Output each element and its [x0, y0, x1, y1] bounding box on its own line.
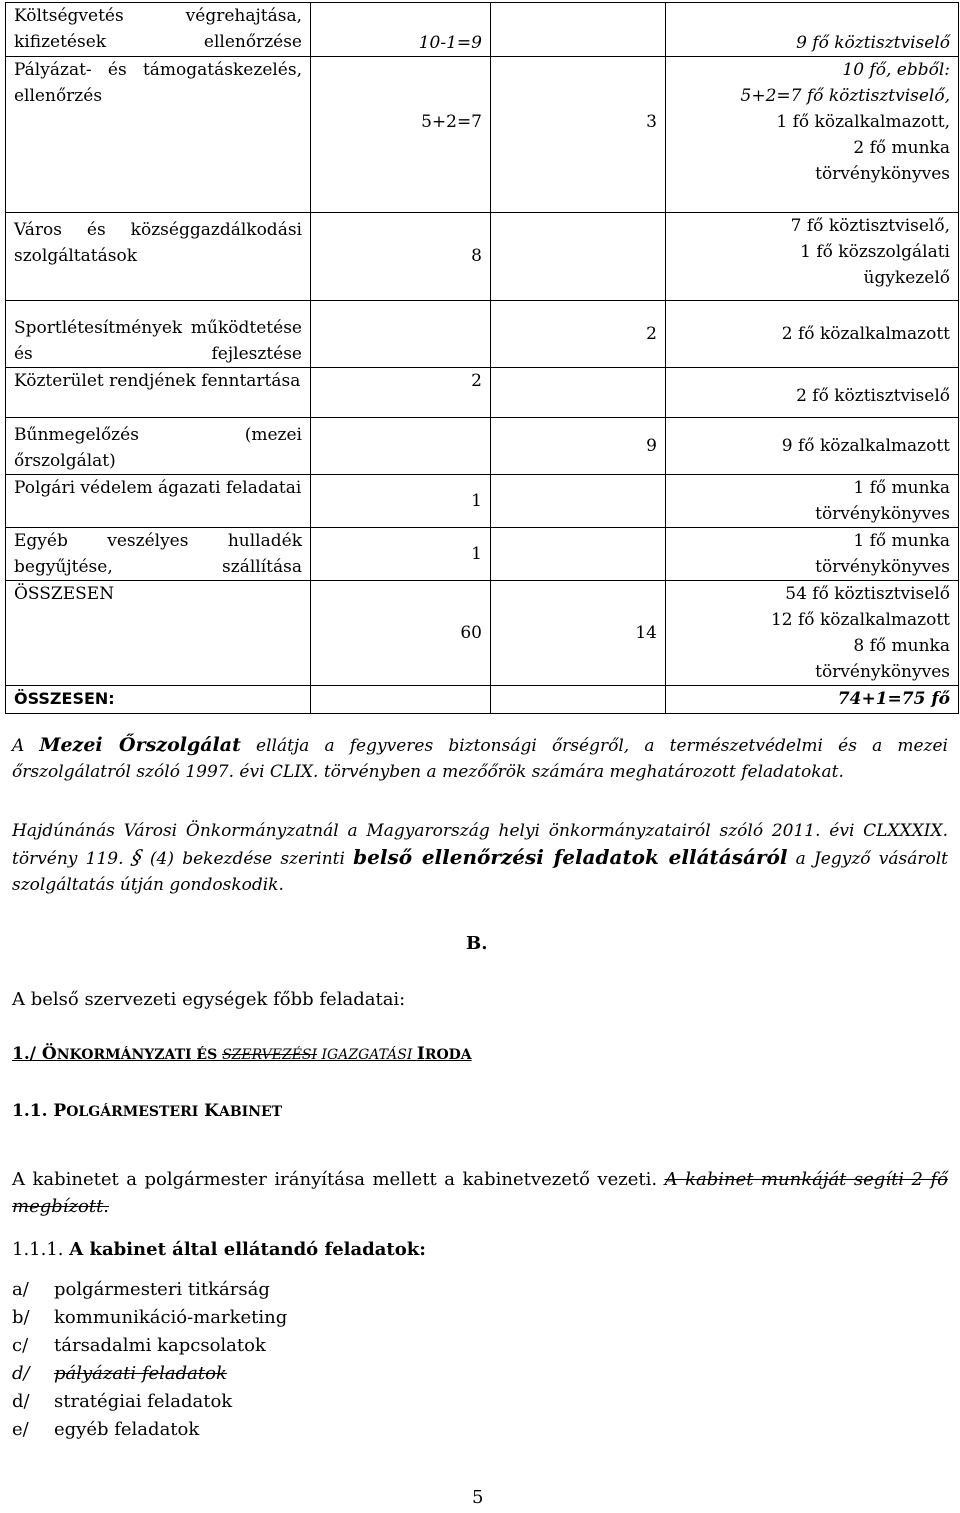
table-value: törvénykönyves	[815, 662, 950, 682]
table-value: 1 fő munka	[853, 478, 950, 498]
table-value: 8	[471, 246, 482, 266]
table-cell	[666, 213, 959, 301]
table-value: 9 fő közalkalmazott	[781, 436, 950, 456]
page-number: 5	[472, 1487, 484, 1508]
table-row	[6, 3, 959, 57]
table-cell	[311, 301, 491, 368]
text: a Jegyző vásárolt szolgáltatás útján gondoskodik.	[12, 849, 948, 895]
table-cell	[666, 57, 959, 213]
table-value: 9 fő köztisztviselő	[796, 33, 950, 53]
table-value: 1 fő közalkalmazott,	[776, 112, 950, 132]
table-row	[6, 686, 959, 714]
table-value: 2 fő köztisztviselő	[796, 386, 950, 406]
table-value: 2	[646, 324, 657, 344]
table-value: 9	[646, 436, 657, 456]
table-row	[6, 528, 959, 581]
table-cell: Város és községgazdálkodási szolgáltatások	[6, 213, 311, 301]
table-value: 7 fő köztisztviselő,	[790, 216, 950, 236]
table-total: 74+1=75 fő	[837, 689, 950, 709]
table-row	[6, 418, 959, 475]
table-row	[6, 475, 959, 528]
table-cell	[491, 686, 666, 714]
table-cell	[311, 475, 491, 528]
heading-text	[12, 1044, 472, 1064]
text-struck: A kabinet munkáját segíti 2 fő megbízott.	[12, 1169, 948, 1217]
heading-small: ÉS	[191, 1047, 223, 1063]
table-value: 10-1=9	[418, 33, 482, 53]
table-cell	[311, 686, 491, 714]
intro-text: A belső szervezeti egységek főbb feladatai:	[12, 989, 406, 1010]
heading-num: 1./	[12, 1044, 42, 1064]
table-cell	[311, 368, 491, 418]
paragraph-belso-ellenorzes	[12, 818, 948, 898]
text: A kabinetet a polgármester irányítása mellett a kabinetvezető vezeti.	[12, 1169, 665, 1190]
text: Hajdúnánás Városi Önkormányzatnál a Magyarország helyi önkormányzatairól szóló 2011. évi CLXXXIX. törvény 119.	[12, 821, 948, 869]
table-row	[6, 301, 959, 368]
list-key: a/	[12, 1279, 29, 1300]
list-key: e/	[12, 1419, 29, 1440]
table-value: ügykezelő	[863, 268, 950, 288]
list-text: társadalmi kapcsolatok	[54, 1335, 266, 1356]
table-cell	[311, 418, 491, 475]
table-cell: ÖSSZESEN:	[6, 686, 311, 714]
table-value: 14	[635, 623, 657, 643]
paragraph-kabinet	[12, 1166, 948, 1220]
text: A	[12, 736, 40, 756]
table-cell	[491, 475, 666, 528]
heading-cap: K	[198, 1101, 219, 1121]
table-cell: Egyéb veszélyes hulladék begyűjtése, szállítása	[6, 528, 311, 581]
table-cell	[666, 368, 959, 418]
text: ellátja a fegyveres biztonsági őrségről, a természetvédelmi és a mezei őrszolgálatról szóló 1997. évi CLIX. törvényben a mezőőrök számára meghatározott feladatokat.	[12, 736, 948, 782]
table-cell	[491, 213, 666, 301]
list-text: kommunikáció-marketing	[54, 1307, 288, 1328]
list-text: polgármesteri titkárság	[54, 1279, 270, 1300]
table-value: 54 fő köztisztviselő	[785, 584, 950, 604]
list-key: c/	[12, 1335, 29, 1356]
task-list	[12, 1276, 287, 1444]
list-text: egyéb feladatok	[54, 1419, 200, 1440]
table-cell	[491, 57, 666, 213]
table-value: 5+2=7	[421, 112, 482, 132]
heading-small: RODA	[424, 1047, 472, 1063]
table-row	[6, 57, 959, 213]
heading-onkormanyzati-iroda	[12, 1044, 472, 1064]
table-cell	[311, 581, 491, 686]
heading-num: 1.1.1.	[12, 1239, 70, 1260]
list-key: d/	[12, 1391, 30, 1412]
table-value: 12 fő közalkalmazott	[770, 610, 950, 630]
table-cell	[491, 581, 666, 686]
table-cell	[666, 3, 959, 57]
heading-small: ABINET	[218, 1104, 283, 1120]
table-value: törvénykönyves	[815, 164, 950, 184]
text-bold: Mezei Őrszolgálat	[39, 734, 241, 756]
heading-polgarmesteri-kabinet	[12, 1101, 282, 1121]
heading-text: A kabinet által ellátandó feladatok:	[69, 1239, 426, 1260]
table-value: 1 fő közszolgálati	[800, 242, 950, 262]
table-cell	[666, 528, 959, 581]
heading-cap: I	[416, 1044, 425, 1064]
table-value: 1	[471, 544, 482, 564]
table-value: 2 fő munka	[853, 138, 950, 158]
list-key: d/	[12, 1363, 30, 1384]
table-cell: Közterület rendjének fenntartása	[6, 368, 311, 418]
list-text: stratégiai feladatok	[54, 1391, 233, 1412]
table-cell	[6, 57, 311, 213]
table-cell	[491, 301, 666, 368]
table-value: törvénykönyves	[815, 557, 950, 577]
list-item	[12, 1304, 287, 1332]
table-cell	[491, 528, 666, 581]
list-item	[12, 1416, 287, 1444]
table-value: 10 fő, ebből:	[842, 60, 950, 80]
list-key: b/	[12, 1307, 30, 1328]
heading-struck: SZERVEZÉSI	[222, 1047, 318, 1063]
table-value: 5+2=7 fő köztisztviselő,	[740, 86, 950, 106]
table-cell	[491, 368, 666, 418]
table-value: 2	[471, 371, 482, 391]
table-cell	[311, 3, 491, 57]
section-letter: B.	[466, 933, 488, 954]
heading-small: OLGÁRMESTERI	[66, 1104, 199, 1120]
table-cell	[311, 528, 491, 581]
table-cell	[666, 475, 959, 528]
heading-cap: P	[53, 1101, 67, 1121]
table-value: törvénykönyves	[815, 504, 950, 524]
heading-small: NKORMÁNYZATI	[56, 1047, 192, 1063]
table-value: 1	[471, 491, 482, 511]
list-item-struck	[12, 1360, 287, 1388]
table-value: 2 fő közalkalmazott	[781, 324, 950, 344]
table-cell: Polgári védelem ágazati feladatai	[6, 475, 311, 528]
subheading-feladatok	[12, 1236, 948, 1263]
table-value: 8 fő munka	[853, 636, 950, 656]
row-label: Pályázat- és támogatáskezelés, ellenőrzés	[14, 60, 302, 106]
table-value: 3	[646, 112, 657, 132]
section-sign: §	[129, 845, 145, 869]
heading-cap: Ö	[41, 1044, 57, 1064]
table-cell	[666, 418, 959, 475]
staff-table	[5, 2, 959, 714]
table-value: 60	[460, 623, 482, 643]
table-cell	[666, 301, 959, 368]
list-item	[12, 1332, 287, 1360]
table-cell: Költségvetés végrehajtása, kifizetések ellenőrzése	[6, 3, 311, 57]
table-cell	[311, 57, 491, 213]
table-row	[6, 581, 959, 686]
table-cell	[666, 686, 959, 714]
heading-small: IGAZGATÁSI	[317, 1047, 417, 1063]
text-bold: belső ellenőrzési feladatok ellátásáról	[353, 845, 788, 869]
heading-num: 1.1.	[12, 1101, 54, 1121]
table-cell: ÖSSZESEN	[6, 581, 311, 686]
list-item	[12, 1276, 287, 1304]
table-value: 1 fő munka	[853, 531, 950, 551]
list-item	[12, 1388, 287, 1416]
table-cell: Sportlétesítmények működtetése és fejlesztése	[6, 301, 311, 368]
table-cell	[491, 3, 666, 57]
table-cell	[491, 418, 666, 475]
list-text: pályázati feladatok	[54, 1363, 227, 1384]
table-cell: Bűnmegelőzés (mezei őrszolgálat)	[6, 418, 311, 475]
table-cell	[666, 581, 959, 686]
text: (4) bekezdése szerinti	[141, 849, 354, 869]
table-row	[6, 368, 959, 418]
paragraph-mezei-orszolgalat	[12, 732, 948, 785]
table-row	[6, 213, 959, 301]
table-cell	[311, 213, 491, 301]
